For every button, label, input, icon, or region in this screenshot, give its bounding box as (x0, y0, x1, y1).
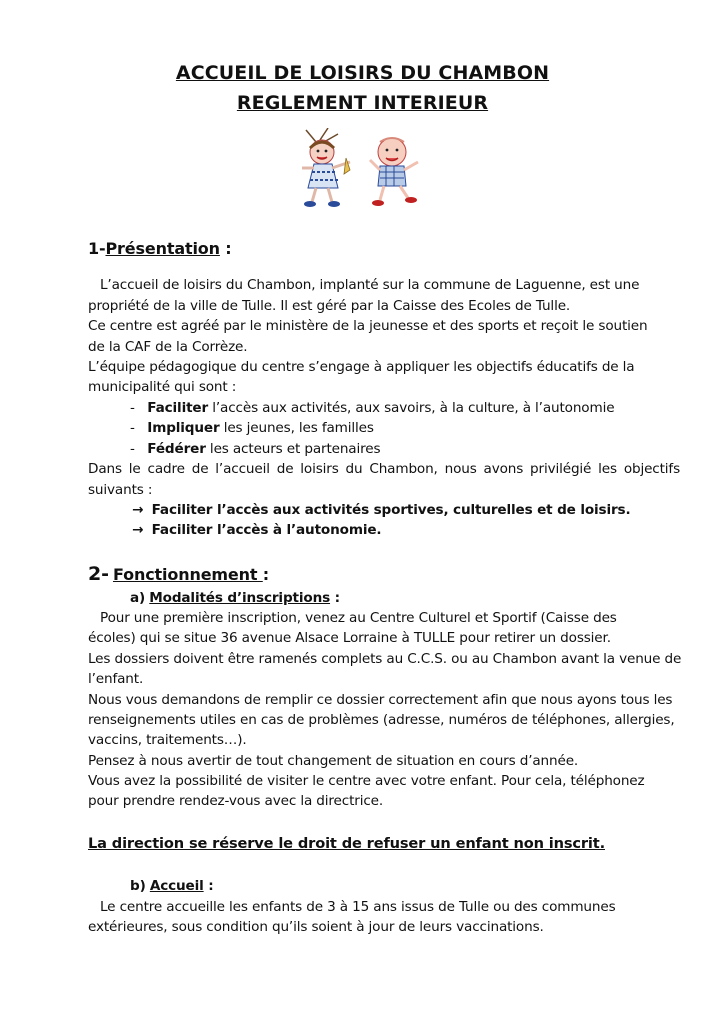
inscription-line: Nous vous demandons de remplir ce dossier correctement afin que nous ayons tous les (88, 692, 673, 708)
objective-keyword: Impliquer (147, 420, 220, 436)
inscription-line: l’enfant. (88, 671, 144, 687)
arrow-objective (132, 521, 381, 539)
subsection-a-colon: : (330, 590, 340, 606)
section-2-title: Fonctionnement (112, 565, 263, 584)
presentation-line: L’accueil de loisirs du Chambon, implanté sur la commune de Laguenne, est une (100, 277, 640, 293)
objectives-intro-line: Dans le cadre de l’accueil de loisirs du Chambon, nous avons privilégié les objectifs (88, 461, 680, 477)
objectives-intro-line: suivants : (88, 482, 153, 498)
boy-figure (370, 138, 418, 206)
subsection-b-letter: b) (130, 878, 146, 894)
arrow-objective (132, 501, 631, 519)
objective-dash: - (130, 400, 135, 416)
presentation-line: municipalité qui sont : (88, 379, 237, 395)
objective-item (130, 419, 374, 437)
inscription-line: Les dossiers doivent être ramenés complets au C.C.S. ou au Chambon avant la venue de (88, 651, 682, 667)
section-1-heading (88, 240, 232, 258)
objective-keyword: Faciliter (147, 400, 209, 416)
objective-dash: - (130, 420, 135, 436)
presentation-line: de la CAF de la Corrèze. (88, 339, 248, 355)
arrow-icon: → (132, 522, 144, 538)
refusal-notice: La direction se réserve le droit de refuser un enfant non inscrit. (88, 835, 605, 852)
girl-figure (302, 128, 350, 207)
section-1-title: Présentation (105, 239, 220, 258)
accueil-line: Le centre accueille les enfants de 3 à 15 ans issus de Tulle ou des communes (100, 899, 616, 915)
subsection-b-title: Accueil (149, 878, 204, 894)
arrow-objective-text: Faciliter l’accès à l’autonomie. (151, 522, 382, 538)
section-1-colon: : (219, 239, 232, 258)
arrow-icon: → (132, 502, 144, 518)
objective-text: l’accès aux activités, aux savoirs, à la culture, à l’autonomie (208, 400, 615, 416)
section-1-number: 1- (88, 239, 106, 258)
objective-keyword: Fédérer (147, 441, 206, 457)
objective-dash: - (130, 441, 135, 457)
inscription-line: écoles) qui se situe 36 avenue Alsace Lorraine à TULLE pour retirer un dossier. (88, 630, 611, 646)
objective-text: les acteurs et partenaires (205, 441, 381, 457)
accueil-line: extérieures, sous condition qu’ils soient à jour de leurs vaccinations. (88, 919, 544, 935)
presentation-line: propriété de la ville de Tulle. Il est géré par la Caisse des Ecoles de Tulle. (88, 298, 571, 314)
document-title: ACCUEIL DE LOISIRS DU CHAMBON (175, 62, 550, 84)
subsection-a-title: Modalités d’inscriptions (149, 590, 331, 606)
inscription-line: pour prendre rendez-vous avec la directrice. (88, 793, 384, 809)
inscription-line: renseignements utiles en cas de problèmes (adresse, numéros de téléphones, allergies, (88, 712, 675, 728)
subsection-b-colon: : (203, 878, 214, 894)
objective-text: les jeunes, les familles (219, 420, 374, 436)
subsection-b-heading (130, 877, 214, 895)
subsection-a-letter: a) (130, 590, 146, 606)
section-2-number: 2- (88, 563, 109, 585)
presentation-line: Ce centre est agréé par le ministère de la jeunesse et des sports et reçoit le soutien (88, 318, 648, 334)
document-subtitle: REGLEMENT INTERIEUR (236, 92, 489, 114)
presentation-line: L’équipe pédagogique du centre s’engage à appliquer les objectifs éducatifs de la (88, 359, 635, 375)
inscription-line: Pensez à nous avertir de tout changement de situation en cours d’année. (88, 753, 579, 769)
objective-item (130, 399, 614, 417)
inscription-line: vaccins, traitements…). (88, 732, 247, 748)
section-2-colon: : (262, 565, 270, 584)
inscription-line: Vous avez la possibilité de visiter le centre avec votre enfant. Pour cela, téléphonez (88, 773, 645, 789)
inscription-line: Pour une première inscription, venez au Centre Culturel et Sportif (Caisse des (100, 610, 617, 626)
subsection-a-heading (130, 589, 340, 607)
section-2-heading (88, 562, 269, 588)
objective-item (130, 440, 380, 458)
arrow-objective-text: Faciliter l’accès aux activités sportives, culturelles et de loisirs. (151, 502, 631, 518)
children-illustration (298, 128, 430, 210)
